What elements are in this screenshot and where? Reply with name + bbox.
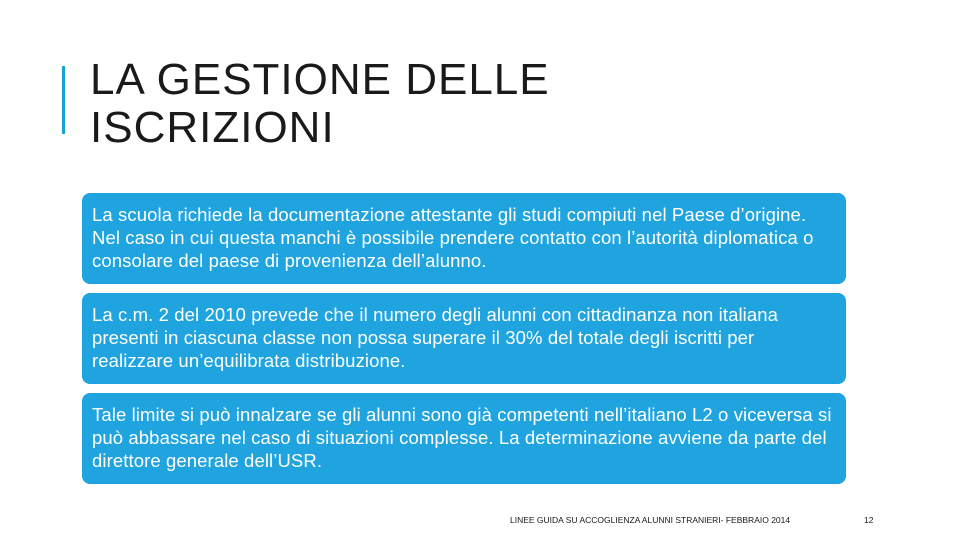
page-number: 12 (864, 515, 874, 525)
slide-title-line-2: ISCRIZIONI (90, 103, 335, 152)
paragraph-1: La scuola richiede la documentazione attestante gli studi compiuti nel Paese d’origine. Nel caso in cui questa manchi è possibile prendere contatto con l’autorità diplomatica o consolare del paese di provenienza dell’alunno. (92, 204, 814, 271)
content-box-3 (82, 393, 846, 484)
paragraph-3: Tale limite si può innalzare se gli alunni sono già competenti nell’italiano L2 o viceversa si può abbassare nel caso di situazioni complesse. La determinazione avviene da parte del direttore generale dell’USR. (92, 404, 832, 471)
slide-title-line-1: LA GESTIONE DELLE (90, 55, 550, 104)
content-box-1 (82, 193, 846, 284)
slide-title (90, 56, 550, 152)
slide-footer: LINEE GUIDA SU ACCOGLIENZA ALUNNI STRANIERI- FEBBRAIO 2014 (510, 515, 791, 525)
paragraph-2: La c.m. 2 del 2010 prevede che il numero degli alunni con cittadinanza non italiana presenti in ciascuna classe non possa superare il 30% del totale degli iscritti per realizzare un’equilibrata distribuzione. (92, 304, 779, 371)
content-box-2 (82, 293, 846, 384)
title-accent-bar (62, 66, 65, 134)
